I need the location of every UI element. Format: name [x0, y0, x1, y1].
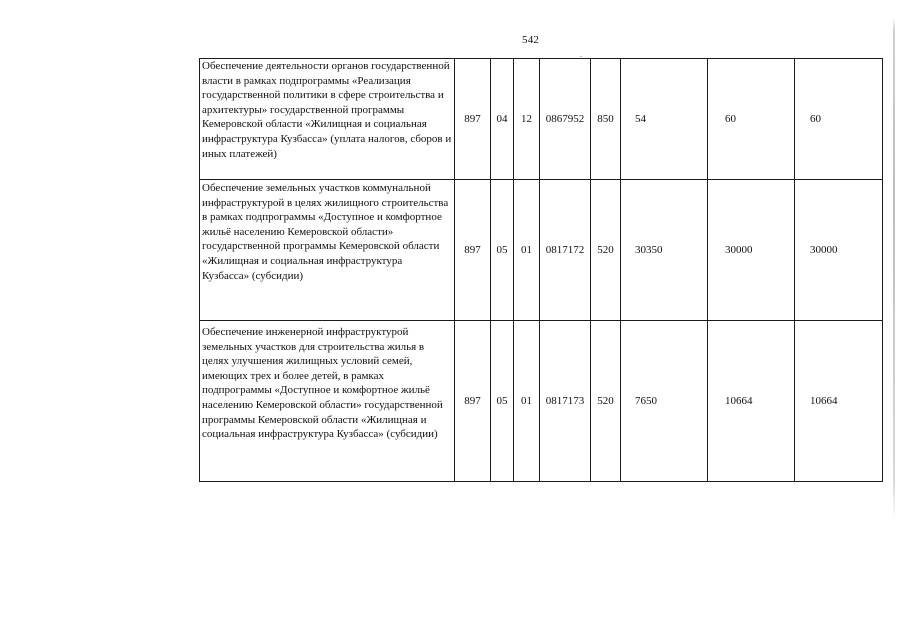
- scan-artifact: [580, 56, 582, 57]
- amount-year-1: 54: [621, 59, 708, 180]
- subsection-code: 12: [514, 59, 540, 180]
- ministry-code: 897: [455, 180, 491, 321]
- amount-year-2: 10664: [708, 321, 795, 482]
- target-article-code: 0817172: [540, 180, 591, 321]
- subsection-code: 01: [514, 180, 540, 321]
- target-article-code: 0817173: [540, 321, 591, 482]
- amount-year-3: 30000: [795, 180, 883, 321]
- target-article-code: 0867952: [540, 59, 591, 180]
- expense-type-code: 850: [591, 59, 621, 180]
- row-description: Обеспечение земельных участков коммунальной инфраструктурой в целях жилищного строительства в рамках подпрограммы «Доступное и комфортное жильё населению Кемеровской области» государственной программы Кемеровской области «Жилищная и социальная инфраструктура Кузбасса» (субсидии): [200, 180, 455, 321]
- section-code: 05: [491, 321, 514, 482]
- scan-edge-line: [893, 0, 895, 640]
- expense-type-code: 520: [591, 180, 621, 321]
- table-row: [200, 180, 883, 321]
- table-row: [200, 321, 883, 482]
- ministry-code: 897: [455, 59, 491, 180]
- section-code: 04: [491, 59, 514, 180]
- amount-year-2: 60: [708, 59, 795, 180]
- ministry-code: 897: [455, 321, 491, 482]
- row-description: Обеспечение деятельности органов государственной власти в рамках подпрограммы «Реализация государственной политики в сфере строительства и архитектуры» государственной программы Кемеровской области «Жилищная и социальная инфраструктура Кузбасса» (уплата налогов, сборов и иных платежей): [200, 59, 455, 180]
- amount-year-3: 10664: [795, 321, 883, 482]
- table-row: [200, 59, 883, 180]
- amount-year-1: 30350: [621, 180, 708, 321]
- amount-year-1: 7650: [621, 321, 708, 482]
- amount-year-2: 30000: [708, 180, 795, 321]
- expense-type-code: 520: [591, 321, 621, 482]
- page-number: 542: [522, 34, 540, 46]
- section-code: 05: [491, 180, 514, 321]
- subsection-code: 01: [514, 321, 540, 482]
- amount-year-3: 60: [795, 59, 883, 180]
- row-description: Обеспечение инженерной инфраструктурой земельных участков для строительства жилья в целях улучшения жилищных условий семей, имеющих трех и более детей, в рамках подпрограммы «Доступное и комфортное жильё населению Кемеровской области» государственной программы Кемеровской области «Жилищная и социальная инфраструктура Кузбасса» (субсидии): [200, 321, 455, 482]
- budget-table: [199, 58, 883, 482]
